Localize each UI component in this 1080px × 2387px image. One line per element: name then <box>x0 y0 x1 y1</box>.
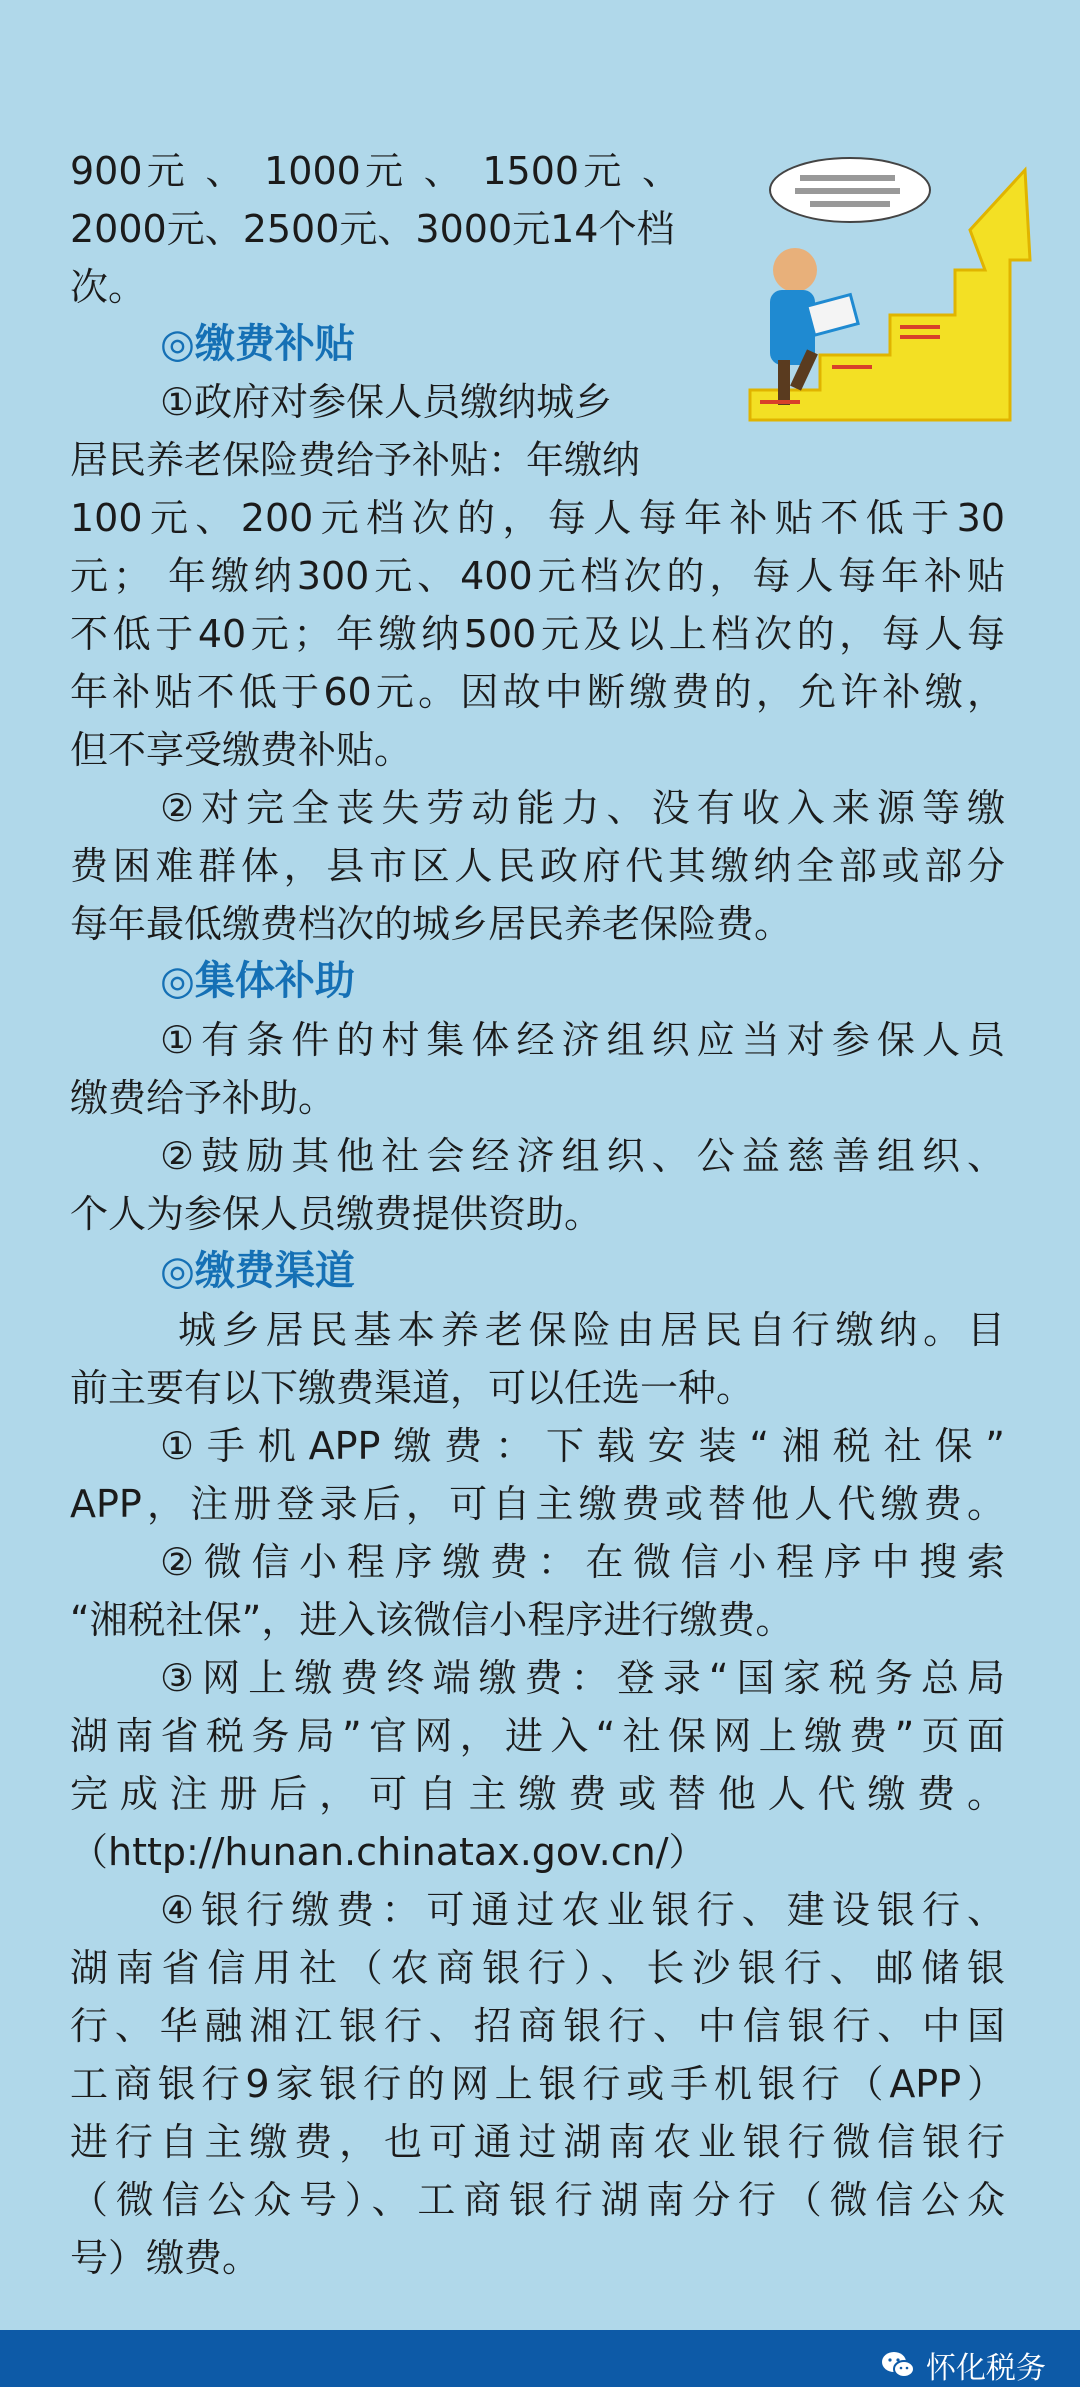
text-line: 年补贴不低于60元。因故中断缴费的，允许补缴， <box>70 670 1005 714</box>
text-line: 湖南省税务局”官网，进入“社保网上缴费”页面 <box>70 1714 1005 1758</box>
text-line: 元； 年缴纳300元、400元档次的，每人每年补贴 <box>70 554 1005 598</box>
text-line: 行、华融湘江银行、招商银行、中信银行、中国 <box>70 2004 1005 2048</box>
text-line: 100元、200元档次的，每人每年补贴不低于30 <box>70 496 1005 540</box>
account-badge[interactable] <box>880 2343 1046 2387</box>
text-line: 900元 、 1000元 、 1500元 、 <box>70 149 680 193</box>
text-line: ②鼓励其他社会经济组织、公益慈善组织、 <box>160 1134 1005 1178</box>
text-line: 费困难群体，县市区人民政府代其缴纳全部或部分 <box>70 844 1005 888</box>
text-line: 完成注册后，可自主缴费或替他人代缴费。 <box>70 1772 1005 1816</box>
text-line: 工商银行9家银行的网上银行或手机银行（APP） <box>70 2062 1005 2106</box>
text-line: “湘税社保”，进入该微信小程序进行缴费。 <box>70 1598 794 1642</box>
section-heading-subsidy: ◎缴费补贴 <box>160 321 355 367</box>
text-line: 号）缴费。 <box>70 2236 261 2280</box>
section-heading-collective: ◎集体补助 <box>160 958 355 1004</box>
text-line: ②对完全丧失劳动能力、没有收入来源等缴 <box>160 786 1005 830</box>
text-line: 每年最低缴费档次的城乡居民养老保险费。 <box>70 902 793 946</box>
wechat-icon <box>880 2350 916 2380</box>
text-line: 进行自主缴费，也可通过湖南农业银行微信银行 <box>70 2120 1005 2164</box>
text-line: （微信公众号）、工商银行湖南分行（微信公众 <box>70 2178 1005 2222</box>
text-line: 个人为参保人员缴费提供资助。 <box>70 1192 603 1236</box>
text-line: 但不享受缴费补贴。 <box>70 728 413 772</box>
text-line: ①政府对参保人员缴纳城乡 <box>160 380 613 424</box>
footer-bar <box>0 2330 1080 2387</box>
text-line: 2000元、2500元、3000元14个档 <box>70 207 675 251</box>
text-line: 居民养老保险费给予补贴：年缴纳 <box>70 438 641 482</box>
url-text: （http://hunan.chinatax.gov.cn/） <box>70 1830 707 1874</box>
text-line: ①手机APP缴费：下载安装“湘税社保” <box>160 1424 1005 1468</box>
text-line: 湖南省信用社（农商银行）、长沙银行、邮储银 <box>70 1946 1005 1990</box>
text-line: ②微信小程序缴费：在微信小程序中搜索 <box>160 1540 1005 1584</box>
text-line: 前主要有以下缴费渠道，可以任选一种。 <box>70 1366 755 1410</box>
text-line: APP，注册登录后，可自主缴费或替他人代缴费。 <box>70 1482 1005 1526</box>
section-heading-channels: ◎缴费渠道 <box>160 1248 355 1294</box>
text-line: 不低于40元；年缴纳500元及以上档次的，每人每 <box>70 612 1005 656</box>
text-line: ①有条件的村集体经济组织应当对参保人员 <box>160 1018 1005 1062</box>
text-line: ③网上缴费终端缴费：登录“国家税务总局 <box>160 1656 1005 1700</box>
text-line: 城乡居民基本养老保险由居民自行缴纳。目 <box>178 1308 1005 1352</box>
text-line: 缴费给予补助。 <box>70 1076 337 1120</box>
account-name: 怀化税务 <box>926 2351 1046 2386</box>
illustration-staircase <box>740 150 1040 430</box>
text-line: 次。 <box>70 265 147 309</box>
text-line: ④银行缴费：可通过农业银行、建设银行、 <box>160 1888 1005 1932</box>
